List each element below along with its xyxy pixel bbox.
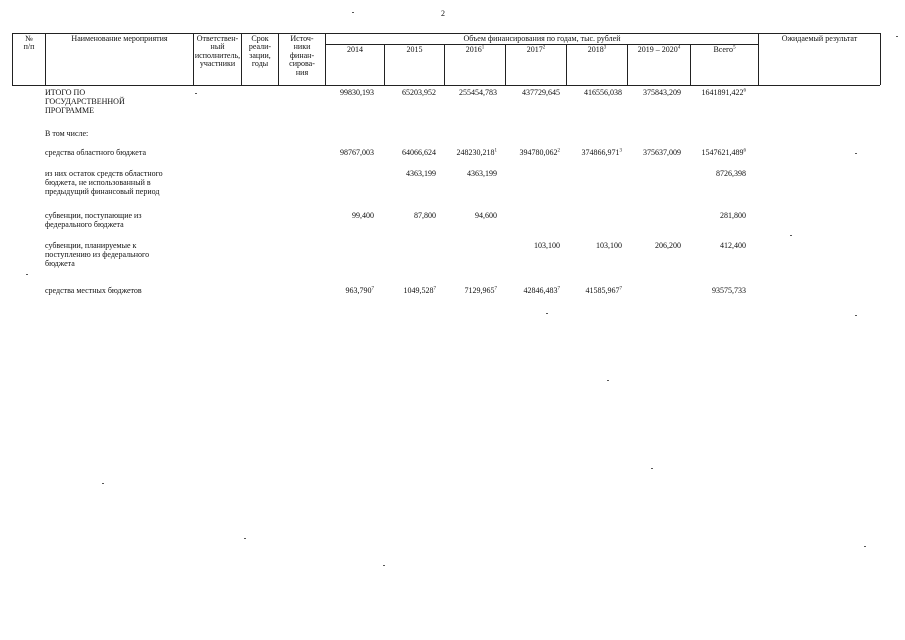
value-cell: 1641891,422$^6$ xyxy=(701,88,746,97)
header-year: 2015 xyxy=(406,45,423,54)
value-cell: 42846,483$^7$ xyxy=(523,286,560,295)
value-cell: 1049,528$^7$ xyxy=(403,286,436,295)
row-label: В том числе: xyxy=(45,129,89,138)
value-cell: 8726,398 xyxy=(716,169,746,178)
header-year: 2019 – 2020$^4$ xyxy=(637,45,681,54)
value-cell: 103,100 xyxy=(596,241,622,250)
value-cell: 4363,199 xyxy=(467,169,497,178)
value-cell: 98767,003 xyxy=(340,148,374,157)
header-num: № п/п xyxy=(23,34,35,52)
header-year: Всего$^5$ xyxy=(713,45,736,54)
header-responsible: Ответствен- ный исполнитель, участники xyxy=(194,34,241,69)
row-label: из них остаток средств областного бюджета, не использованный в предыдущий финансовый период xyxy=(45,169,163,197)
value-cell: 375637,009 xyxy=(643,148,681,157)
row-label: ИТОГО ПО ГОСУДАРСТВЕННОЙ ПРОГРАММЕ xyxy=(45,88,125,116)
value-cell: 437729,645 xyxy=(522,88,560,97)
header-year: 2016$^1$ xyxy=(465,45,485,54)
header-name: Наименование мероприятия xyxy=(71,34,168,43)
value-cell: 412,400 xyxy=(720,241,746,250)
header-funding-title: Объем финансирования по годам, тыс. рублей xyxy=(463,34,621,43)
value-cell: 394780,062$^2$ xyxy=(519,148,560,157)
value-cell: 248230,218$^1$ xyxy=(456,148,497,157)
header-term: Срок реали- зации, годы xyxy=(248,34,272,69)
value-cell: 1547621,489$^6$ xyxy=(701,148,746,157)
value-cell: 206,200 xyxy=(655,241,681,250)
header-sources: Источ- ники финан- сирова- ния xyxy=(289,34,315,77)
value-cell: 281,800 xyxy=(720,211,746,220)
value-cell: 375843,209 xyxy=(643,88,681,97)
header-year: 2017$^2$ xyxy=(526,45,546,54)
row-label: субвенции, планируемые к поступлению из федерального бюджета xyxy=(45,241,150,269)
value-cell: 374866,971$^3$ xyxy=(581,148,622,157)
value-cell: 7129,965$^7$ xyxy=(464,286,497,295)
value-cell: 65203,952 xyxy=(402,88,436,97)
value-cell: 99830,193 xyxy=(340,88,374,97)
header-year: 2014 xyxy=(347,45,363,54)
value-cell: 94,600 xyxy=(475,211,497,220)
value-cell: 416556,038 xyxy=(584,88,622,97)
row-label: средства областного бюджета xyxy=(45,148,146,157)
value-cell: 963,790$^7$ xyxy=(345,286,374,295)
page-number: 2 xyxy=(441,9,445,18)
value-cell: 4363,199 xyxy=(406,169,436,178)
value-cell: 103,100 xyxy=(534,241,560,250)
row-label: субвенции, поступающие из федерального бюджета xyxy=(45,211,142,230)
row-label: средства местных бюджетов xyxy=(45,286,142,295)
value-cell: 64066,624 xyxy=(402,148,436,157)
value-cell: 255454,783 xyxy=(459,88,497,97)
value-cell: 93575,733 xyxy=(712,286,746,295)
value-cell: 99,400 xyxy=(352,211,374,220)
value-cell: 87,800 xyxy=(414,211,436,220)
header-year: 2018$^3$ xyxy=(587,45,607,54)
value-cell: 41585,967$^7$ xyxy=(585,286,622,295)
header-result: Ожидаемый результат xyxy=(781,34,858,43)
